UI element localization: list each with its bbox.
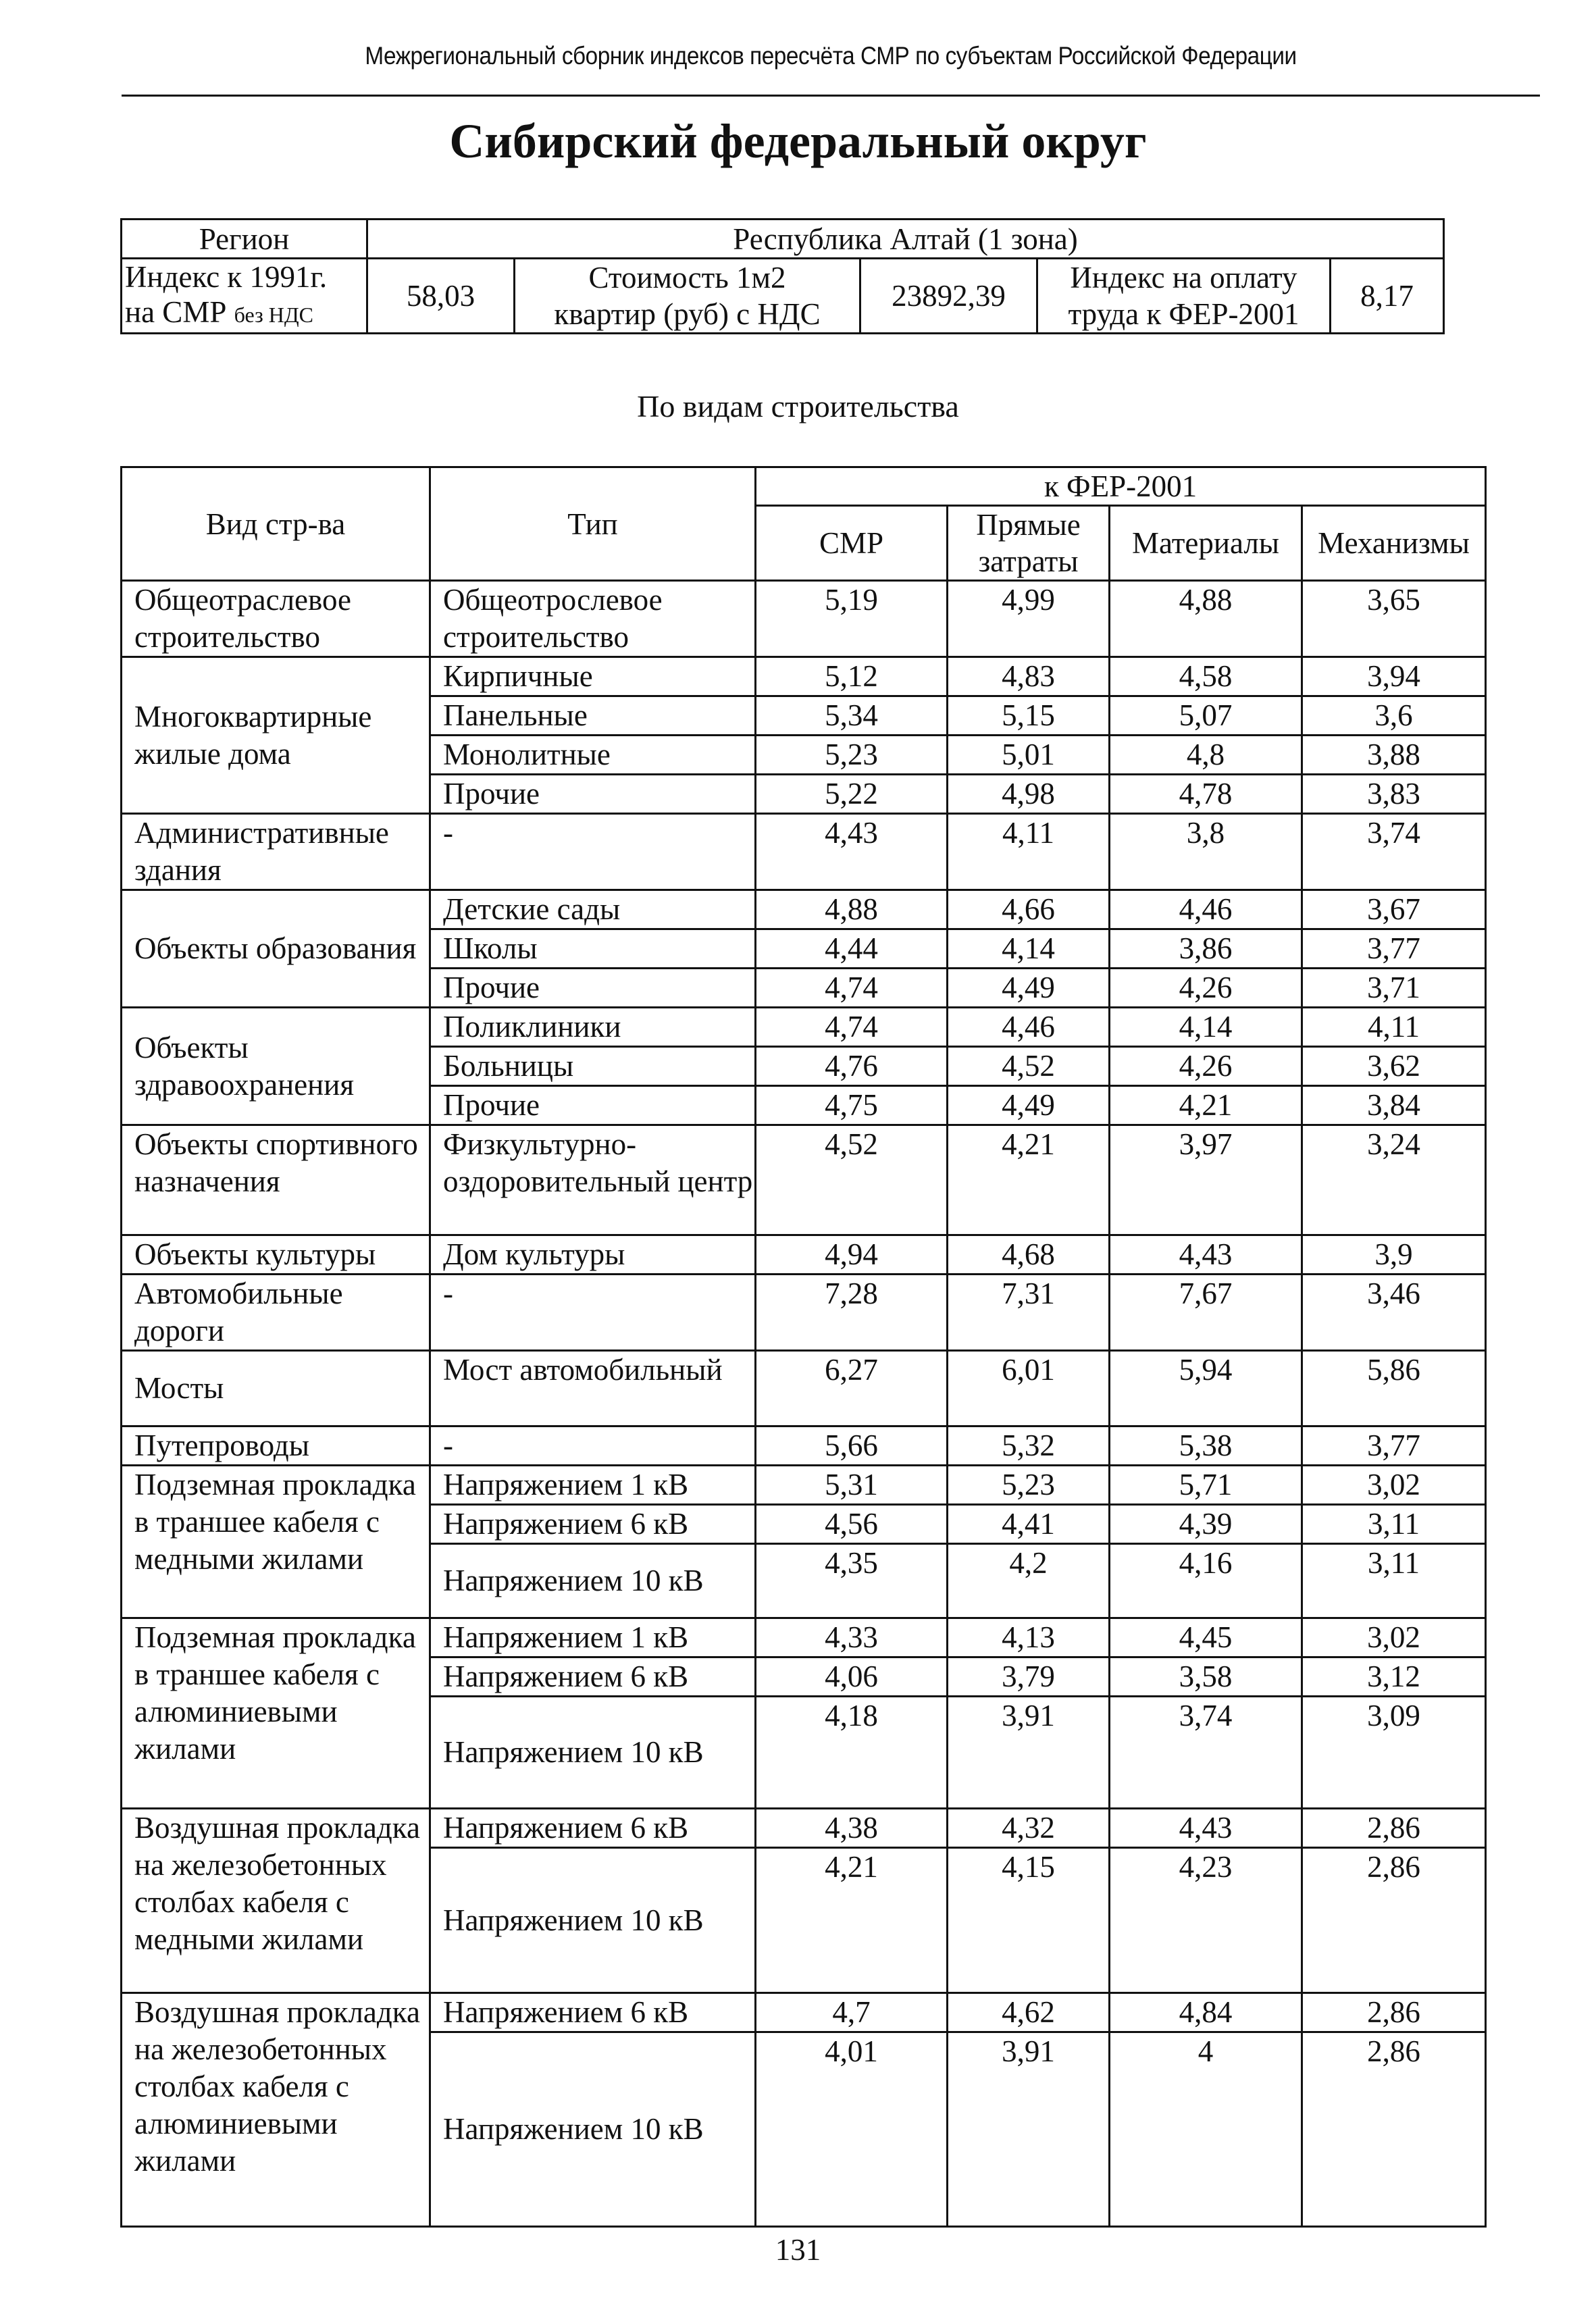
machines-value-cell: 2,86 (1302, 1848, 1486, 1993)
materials-value-cell: 4,16 (1110, 1544, 1302, 1618)
machines-value-cell: 3,77 (1302, 929, 1486, 969)
header-fer-group: к ФЕР-2001 (756, 467, 1486, 506)
type-cell: Монолитные (430, 736, 756, 775)
materials-value-cell: 4,43 (1110, 1235, 1302, 1275)
index-label-line1: Индекс к 1991г. (125, 260, 328, 294)
direct-value-cell: 4,66 (948, 890, 1110, 929)
machines-value-cell: 3,74 (1302, 814, 1486, 890)
table-row (122, 1235, 1486, 1275)
materials-value-cell: 4,8 (1110, 736, 1302, 775)
type-cell: Дом культуры (430, 1235, 756, 1275)
type-cell: Кирпичные (430, 657, 756, 696)
header-kind: Вид стр-ва (122, 467, 430, 581)
smr-value-cell: 4,01 (756, 2032, 948, 2227)
header-rule (122, 95, 1540, 97)
smr-value-cell: 4,35 (756, 1544, 948, 1618)
construction-kind-cell: Мосты (122, 1351, 430, 1426)
machines-value-cell: 3,24 (1302, 1125, 1486, 1235)
type-cell: Панельные (430, 696, 756, 736)
direct-value-cell: 4,11 (948, 814, 1110, 890)
machines-value-cell: 3,67 (1302, 890, 1486, 929)
machines-value-cell: 3,88 (1302, 736, 1486, 775)
type-cell: - (430, 1275, 756, 1351)
direct-value-cell: 4,49 (948, 969, 1110, 1008)
type-cell: Напряжением 10 кВ (430, 2032, 756, 2227)
materials-value-cell: 4,39 (1110, 1505, 1302, 1544)
table-row (122, 814, 1486, 890)
materials-value-cell: 4,23 (1110, 1848, 1302, 1993)
header-smr: СМР (756, 506, 948, 581)
type-cell: - (430, 1426, 756, 1466)
direct-value-cell: 5,23 (948, 1466, 1110, 1505)
page-number: 131 (775, 2233, 821, 2267)
type-cell: Мост автомобильный (430, 1351, 756, 1426)
wage-index-value: 8,17 (1331, 259, 1444, 334)
construction-kind-cell: Объекты образования (122, 890, 430, 1008)
page-title: Сибирский федеральный округ (449, 114, 1147, 168)
construction-kind-cell: Подземная прокладка в траншее кабеля с алюминиевыми жилами (122, 1618, 430, 1809)
header-type: Тип (430, 467, 756, 581)
smr-value-cell: 4,33 (756, 1618, 948, 1657)
smr-value-cell: 5,19 (756, 581, 948, 657)
smr-value-cell: 4,38 (756, 1809, 948, 1848)
smr-value-cell: 4,76 (756, 1047, 948, 1086)
table-row (122, 1618, 1486, 1657)
construction-kind-cell: Объекты культуры (122, 1235, 430, 1275)
direct-value-cell: 4,21 (948, 1125, 1110, 1235)
direct-value-cell: 3,91 (948, 2032, 1110, 2227)
machines-value-cell: 3,11 (1302, 1505, 1486, 1544)
machines-value-cell: 3,71 (1302, 969, 1486, 1008)
direct-value-cell: 4,41 (948, 1505, 1110, 1544)
type-cell: Напряжением 10 кВ (430, 1544, 756, 1618)
construction-kind-cell: Административные здания (122, 814, 430, 890)
construction-kind-cell: Многоквартирные жилые дома (122, 657, 430, 814)
machines-value-cell: 3,65 (1302, 581, 1486, 657)
smr-value-cell: 4,74 (756, 969, 948, 1008)
direct-value-cell: 7,31 (948, 1275, 1110, 1351)
materials-value-cell: 4,26 (1110, 969, 1302, 1008)
machines-value-cell: 3,9 (1302, 1235, 1486, 1275)
materials-value-cell: 3,86 (1110, 929, 1302, 969)
header-machines: Механизмы (1302, 506, 1486, 581)
direct-value-cell: 4,46 (948, 1008, 1110, 1047)
type-cell: Прочие (430, 1086, 756, 1125)
wage-label-line2: труда к ФЕР-2001 (1068, 297, 1299, 331)
direct-value-cell: 3,79 (948, 1657, 1110, 1697)
type-cell: Напряжением 6 кВ (430, 1993, 756, 2032)
machines-value-cell: 2,86 (1302, 1809, 1486, 1848)
machines-value-cell: 3,83 (1302, 775, 1486, 814)
direct-value-cell: 4,2 (948, 1544, 1110, 1618)
materials-value-cell: 4 (1110, 2032, 1302, 2227)
materials-value-cell: 4,45 (1110, 1618, 1302, 1657)
type-cell: Больницы (430, 1047, 756, 1086)
construction-kind-cell: Путепроводы (122, 1426, 430, 1466)
smr-value-cell: 4,52 (756, 1125, 948, 1235)
table-row (122, 1993, 1486, 2032)
type-cell: Детские сады (430, 890, 756, 929)
type-cell: Школы (430, 929, 756, 969)
materials-value-cell: 3,8 (1110, 814, 1302, 890)
smr-value-cell: 7,28 (756, 1275, 948, 1351)
machines-value-cell: 3,02 (1302, 1466, 1486, 1505)
index-label-line2: на СМР (125, 295, 227, 329)
document-header: Межрегиональный сборник индексов пересчёта СМР по субъектам Российской Федерации (365, 42, 1297, 70)
direct-value-cell: 5,01 (948, 736, 1110, 775)
wage-index-label (1037, 259, 1331, 334)
direct-value-cell: 5,32 (948, 1426, 1110, 1466)
table-subtitle: По видам строительства (637, 389, 959, 423)
smr-value-cell: 4,21 (756, 1848, 948, 1993)
table-row (122, 1426, 1486, 1466)
table-row (122, 657, 1486, 696)
index-label-vat-note: без НДС (234, 303, 313, 327)
construction-kind-cell: Воздушная прокладка на железобетонных столбах кабеля с алюминиевыми жилами (122, 1993, 430, 2227)
index-table (120, 466, 1487, 2228)
smr-value-cell: 5,66 (756, 1426, 948, 1466)
materials-value-cell: 3,58 (1110, 1657, 1302, 1697)
materials-value-cell: 4,58 (1110, 657, 1302, 696)
index-label (122, 259, 367, 334)
materials-value-cell: 4,78 (1110, 775, 1302, 814)
region-value: Республика Алтай (1 зона) (367, 220, 1444, 259)
materials-value-cell: 3,97 (1110, 1125, 1302, 1235)
smr-value-cell: 4,75 (756, 1086, 948, 1125)
machines-value-cell: 5,86 (1302, 1351, 1486, 1426)
materials-value-cell: 3,74 (1110, 1697, 1302, 1809)
direct-value-cell: 6,01 (948, 1351, 1110, 1426)
header-direct-line1: Прямые (976, 508, 1081, 542)
machines-value-cell: 3,84 (1302, 1086, 1486, 1125)
machines-value-cell: 3,62 (1302, 1047, 1486, 1086)
machines-value-cell: 3,46 (1302, 1275, 1486, 1351)
materials-value-cell: 4,21 (1110, 1086, 1302, 1125)
smr-value-cell: 4,56 (756, 1505, 948, 1544)
materials-value-cell: 5,94 (1110, 1351, 1302, 1426)
type-cell: Напряжением 6 кВ (430, 1505, 756, 1544)
machines-value-cell: 3,09 (1302, 1697, 1486, 1809)
materials-value-cell: 4,26 (1110, 1047, 1302, 1086)
type-cell: Напряжением 1 кВ (430, 1466, 756, 1505)
table-body (122, 581, 1486, 2227)
table-row (122, 581, 1486, 657)
type-cell: Напряжением 10 кВ (430, 1848, 756, 1993)
type-cell: - (430, 814, 756, 890)
type-cell: Поликлиники (430, 1008, 756, 1047)
machines-value-cell: 3,11 (1302, 1544, 1486, 1618)
materials-value-cell: 5,07 (1110, 696, 1302, 736)
header-direct-line2: затраты (978, 544, 1079, 578)
type-cell: Физкультурно-оздоровительный центр (430, 1125, 756, 1235)
smr-value-cell: 4,06 (756, 1657, 948, 1697)
direct-value-cell: 4,14 (948, 929, 1110, 969)
machines-value-cell: 3,6 (1302, 696, 1486, 736)
smr-value-cell: 4,44 (756, 929, 948, 969)
smr-value-cell: 5,31 (756, 1466, 948, 1505)
type-cell: Прочие (430, 775, 756, 814)
construction-kind-cell: Подземная прокладка в траншее кабеля с медными жилами (122, 1466, 430, 1618)
direct-value-cell: 4,68 (948, 1235, 1110, 1275)
table-row (122, 1125, 1486, 1235)
smr-value-cell: 4,94 (756, 1235, 948, 1275)
materials-value-cell: 4,88 (1110, 581, 1302, 657)
machines-value-cell: 3,77 (1302, 1426, 1486, 1466)
smr-value-cell: 5,23 (756, 736, 948, 775)
type-cell: Напряжением 1 кВ (430, 1618, 756, 1657)
construction-kind-cell: Общеотраслевое строительство (122, 581, 430, 657)
materials-value-cell: 4,46 (1110, 890, 1302, 929)
direct-value-cell: 5,15 (948, 696, 1110, 736)
region-table (120, 218, 1445, 334)
materials-value-cell: 4,84 (1110, 1993, 1302, 2032)
direct-value-cell: 3,91 (948, 1697, 1110, 1809)
table-row (122, 1809, 1486, 1848)
smr-value-cell: 4,74 (756, 1008, 948, 1047)
type-cell: Напряжением 6 кВ (430, 1809, 756, 1848)
type-cell: Прочие (430, 969, 756, 1008)
smr-value-cell: 5,22 (756, 775, 948, 814)
smr-value-cell: 4,43 (756, 814, 948, 890)
direct-value-cell: 4,83 (948, 657, 1110, 696)
smr-value-cell: 4,88 (756, 890, 948, 929)
cost-label-line1: Стоимость 1м2 (588, 261, 786, 294)
type-cell: Напряжением 10 кВ (430, 1697, 756, 1809)
materials-value-cell: 5,38 (1110, 1426, 1302, 1466)
region-label: Регион (122, 220, 367, 259)
index-value: 58,03 (367, 259, 515, 334)
materials-value-cell: 4,43 (1110, 1809, 1302, 1848)
direct-value-cell: 4,32 (948, 1809, 1110, 1848)
cost-value: 23892,39 (860, 259, 1037, 334)
smr-value-cell: 4,18 (756, 1697, 948, 1809)
header-materials: Материалы (1110, 506, 1302, 581)
cost-label (515, 259, 860, 334)
type-cell: Общеотрослевое строительство (430, 581, 756, 657)
machines-value-cell: 4,11 (1302, 1008, 1486, 1047)
smr-value-cell: 5,12 (756, 657, 948, 696)
table-row (122, 1466, 1486, 1505)
machines-value-cell: 3,02 (1302, 1618, 1486, 1657)
direct-value-cell: 4,13 (948, 1618, 1110, 1657)
machines-value-cell: 2,86 (1302, 2032, 1486, 2227)
table-row (122, 890, 1486, 929)
machines-value-cell: 2,86 (1302, 1993, 1486, 2032)
machines-value-cell: 3,12 (1302, 1657, 1486, 1697)
header-direct-costs (948, 506, 1110, 581)
direct-value-cell: 4,49 (948, 1086, 1110, 1125)
construction-kind-cell: Автомобильные дороги (122, 1275, 430, 1351)
materials-value-cell: 5,71 (1110, 1466, 1302, 1505)
direct-value-cell: 4,98 (948, 775, 1110, 814)
cost-label-line2: квартир (руб) с НДС (554, 297, 821, 331)
construction-kind-cell: Объекты здравоохранения (122, 1008, 430, 1125)
direct-value-cell: 4,15 (948, 1848, 1110, 1993)
construction-kind-cell: Воздушная прокладка на железобетонных столбах кабеля с медными жилами (122, 1809, 430, 1993)
smr-value-cell: 4,7 (756, 1993, 948, 2032)
smr-value-cell: 6,27 (756, 1351, 948, 1426)
direct-value-cell: 4,99 (948, 581, 1110, 657)
table-row (122, 1275, 1486, 1351)
direct-value-cell: 4,52 (948, 1047, 1110, 1086)
direct-value-cell: 4,62 (948, 1993, 1110, 2032)
table-row (122, 1351, 1486, 1426)
wage-label-line1: Индекс на оплату (1070, 261, 1297, 294)
materials-value-cell: 4,14 (1110, 1008, 1302, 1047)
construction-kind-cell: Объекты спортивного назначения (122, 1125, 430, 1235)
table-row (122, 1008, 1486, 1047)
materials-value-cell: 7,67 (1110, 1275, 1302, 1351)
type-cell: Напряжением 6 кВ (430, 1657, 756, 1697)
smr-value-cell: 5,34 (756, 696, 948, 736)
machines-value-cell: 3,94 (1302, 657, 1486, 696)
